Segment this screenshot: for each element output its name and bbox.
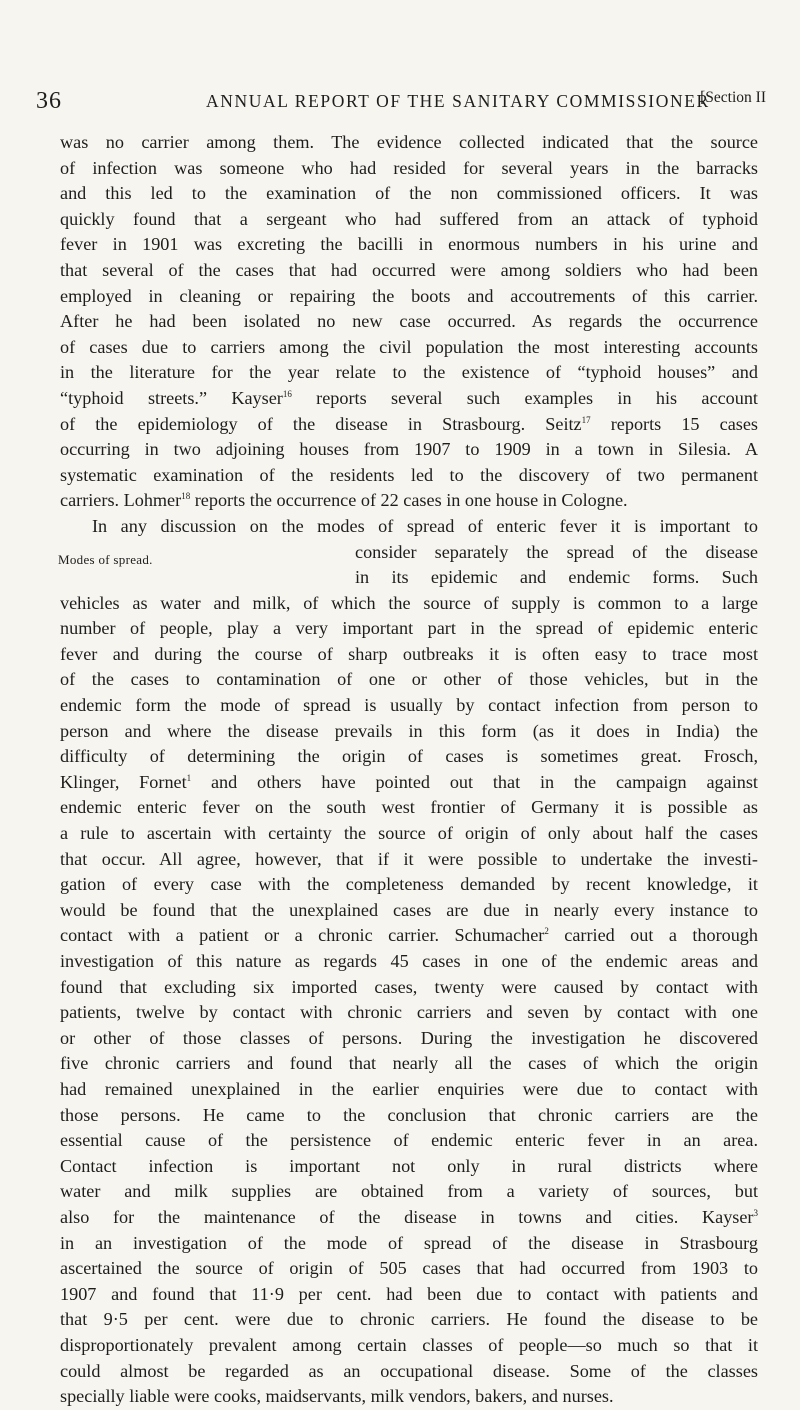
text-line: patients, twelve by contact with chronic carriers and seven by contact with one [60, 1002, 758, 1023]
text-line: consider separately the spread of the disease [355, 541, 758, 562]
text-run: reports 15 cases [590, 413, 758, 434]
text-line: those persons. He came to the conclusion that chronic carriers are the [60, 1104, 758, 1125]
text-run: carried out a thorough [548, 925, 758, 946]
reference-mark: 2 [544, 926, 549, 937]
reference-mark: 1 [186, 772, 192, 783]
text-line: After he had been isolated no new case occurred. As regards the occurrence [60, 311, 758, 332]
text-run: of the epidemiology of the disease in Strasbourg. Seitz [60, 413, 582, 434]
text-line: difficulty of determining the origin of cases is sometimes great. Frosch, [60, 746, 758, 767]
text-run: and others have pointed out that in the campaign against [191, 771, 758, 792]
text-line: gation of every case with the completeness demanded by recent knowledge, it [60, 874, 758, 895]
text-line: found that excluding six imported cases, twenty were caused by contact with [60, 976, 758, 997]
running-head: ANNUAL REPORT OF THE SANITARY COMMISSIONER [206, 91, 710, 111]
text-run: carriers. Lohmer [60, 490, 182, 511]
text-line: quickly found that a sergeant who had suffered from an attack of typhoid [60, 208, 758, 229]
text-line: systematic examination of the residents led to the discovery of two permanent [60, 464, 758, 485]
text-line: that several of the cases that had occurred were among soldiers who had been [60, 259, 758, 280]
section-label: [Section II [700, 89, 766, 106]
text-line: ascertained the source of origin of 505 cases that had occurred from 1903 to [60, 1258, 758, 1279]
text-line: was no carrier among them. The evidence collected indicated that the source [60, 132, 758, 152]
text-line [60, 770, 758, 796]
text-line: In any discussion on the modes of spread of enteric fever it is important to [92, 515, 758, 536]
text-line: in an investigation of the mode of spread of the disease in Strasbourg [60, 1232, 758, 1253]
text-line: in the literature for the year relate to the existence of “typhoid houses” and [60, 362, 758, 383]
text-line: endemic enteric fever on the south west frontier of Germany it is possible as [60, 797, 758, 818]
text-line: or other of those classes of persons. During the investigation he discovered [60, 1027, 758, 1048]
margin-note: Modes of spread. [58, 551, 153, 567]
text-line: person and where the disease prevails in this form (as it does in India) the [60, 720, 758, 741]
paragraph-modes-of-spread [60, 514, 758, 1410]
text-line: 1907 and found that 11·9 per cent. had been due to contact with patients and [60, 1283, 758, 1304]
text-line: could almost be regarded as an occupational disease. Some of the classes [60, 1360, 758, 1381]
text-line: fever in 1901 was excreting the bacilli in enormous numbers in his urine and [60, 234, 758, 255]
text-line: fever and during the course of sharp outbreaks it is often easy to trace most [60, 643, 758, 664]
text-line: that occur. All agree, however, that if it were possible to undertake the investi- [60, 848, 758, 869]
text-run: contact with a patient or a chronic carrier. Schumacher [60, 925, 545, 946]
text-line: number of people, play a very important part in the spread of epidemic enteric [60, 618, 758, 639]
text-line: investigation of this nature as regards 45 cases in one of the endemic areas and [60, 951, 758, 971]
text-line: in its epidemic and endemic forms. Such [355, 567, 758, 588]
text-line: vehicles as water and milk, of which the source of supply is common to a large [60, 592, 758, 613]
text-run: reports the occurrence of 22 cases in one house in Cologne. [190, 490, 628, 511]
text-line: endemic form the mode of spread is usually by contact infection from person to [60, 695, 758, 716]
text-line: had remained unexplained in the earlier enquiries were due to contact with [60, 1078, 758, 1099]
text-line: would be found that the unexplained cases are due in nearly every instance to [60, 899, 758, 920]
text-line [60, 923, 758, 949]
text-run: also for the maintenance of the disease in towns and cities. Kayser [60, 1206, 754, 1227]
reference-mark: 3 [753, 1207, 758, 1218]
text-line: a rule to ascertain with certainty the source of origin of only about half the cases [60, 823, 758, 844]
text-run: Klinger, Fornet [60, 771, 187, 792]
text-line: water and milk supplies are obtained from a variety of sources, but [60, 1181, 758, 1202]
text-line [60, 386, 758, 412]
text-line: that 9·5 per cent. were due to chronic carriers. He found the disease to be [60, 1309, 758, 1330]
text-line: Contact infection is important not only in rural districts where [60, 1155, 758, 1176]
text-line: and this led to the examination of the non commissioned officers. It was [60, 183, 758, 204]
reference-mark: 16 [282, 388, 292, 399]
text-line: of infection was someone who had resided for several years in the barracks [60, 157, 758, 178]
text-line [60, 488, 758, 514]
text-line: employed in cleaning or repairing the boots and accoutrements of this carrier. [60, 285, 758, 306]
text-run: reports several such examples in his account [291, 387, 758, 408]
text-line: specially liable were cooks, maidservants, milk vendors, bakers, and nurses. [60, 1386, 614, 1407]
text-line [60, 412, 758, 438]
text-line [60, 1205, 758, 1231]
text-line: five chronic carriers and found that nearly all the cases of which the origin [60, 1053, 758, 1074]
text-line: occurring in two adjoining houses from 1907 to 1909 in a town in Silesia. A [60, 439, 758, 460]
page-number: 36 [36, 88, 62, 114]
text-line: of cases due to carriers among the civil population the most interesting accounts [60, 336, 758, 357]
body-text [60, 130, 758, 1410]
text-line: essential cause of the persistence of endemic enteric fever in an area. [60, 1130, 758, 1151]
reference-mark: 18 [181, 491, 191, 502]
text-line: of the cases to contamination of one or other of those vehicles, but in the [60, 669, 758, 690]
text-line: disproportionately prevalent among certain classes of people—so much so that it [60, 1334, 758, 1355]
text-run: “typhoid streets.” Kayser [60, 387, 283, 408]
page-header [36, 88, 766, 118]
reference-mark: 17 [581, 414, 591, 425]
